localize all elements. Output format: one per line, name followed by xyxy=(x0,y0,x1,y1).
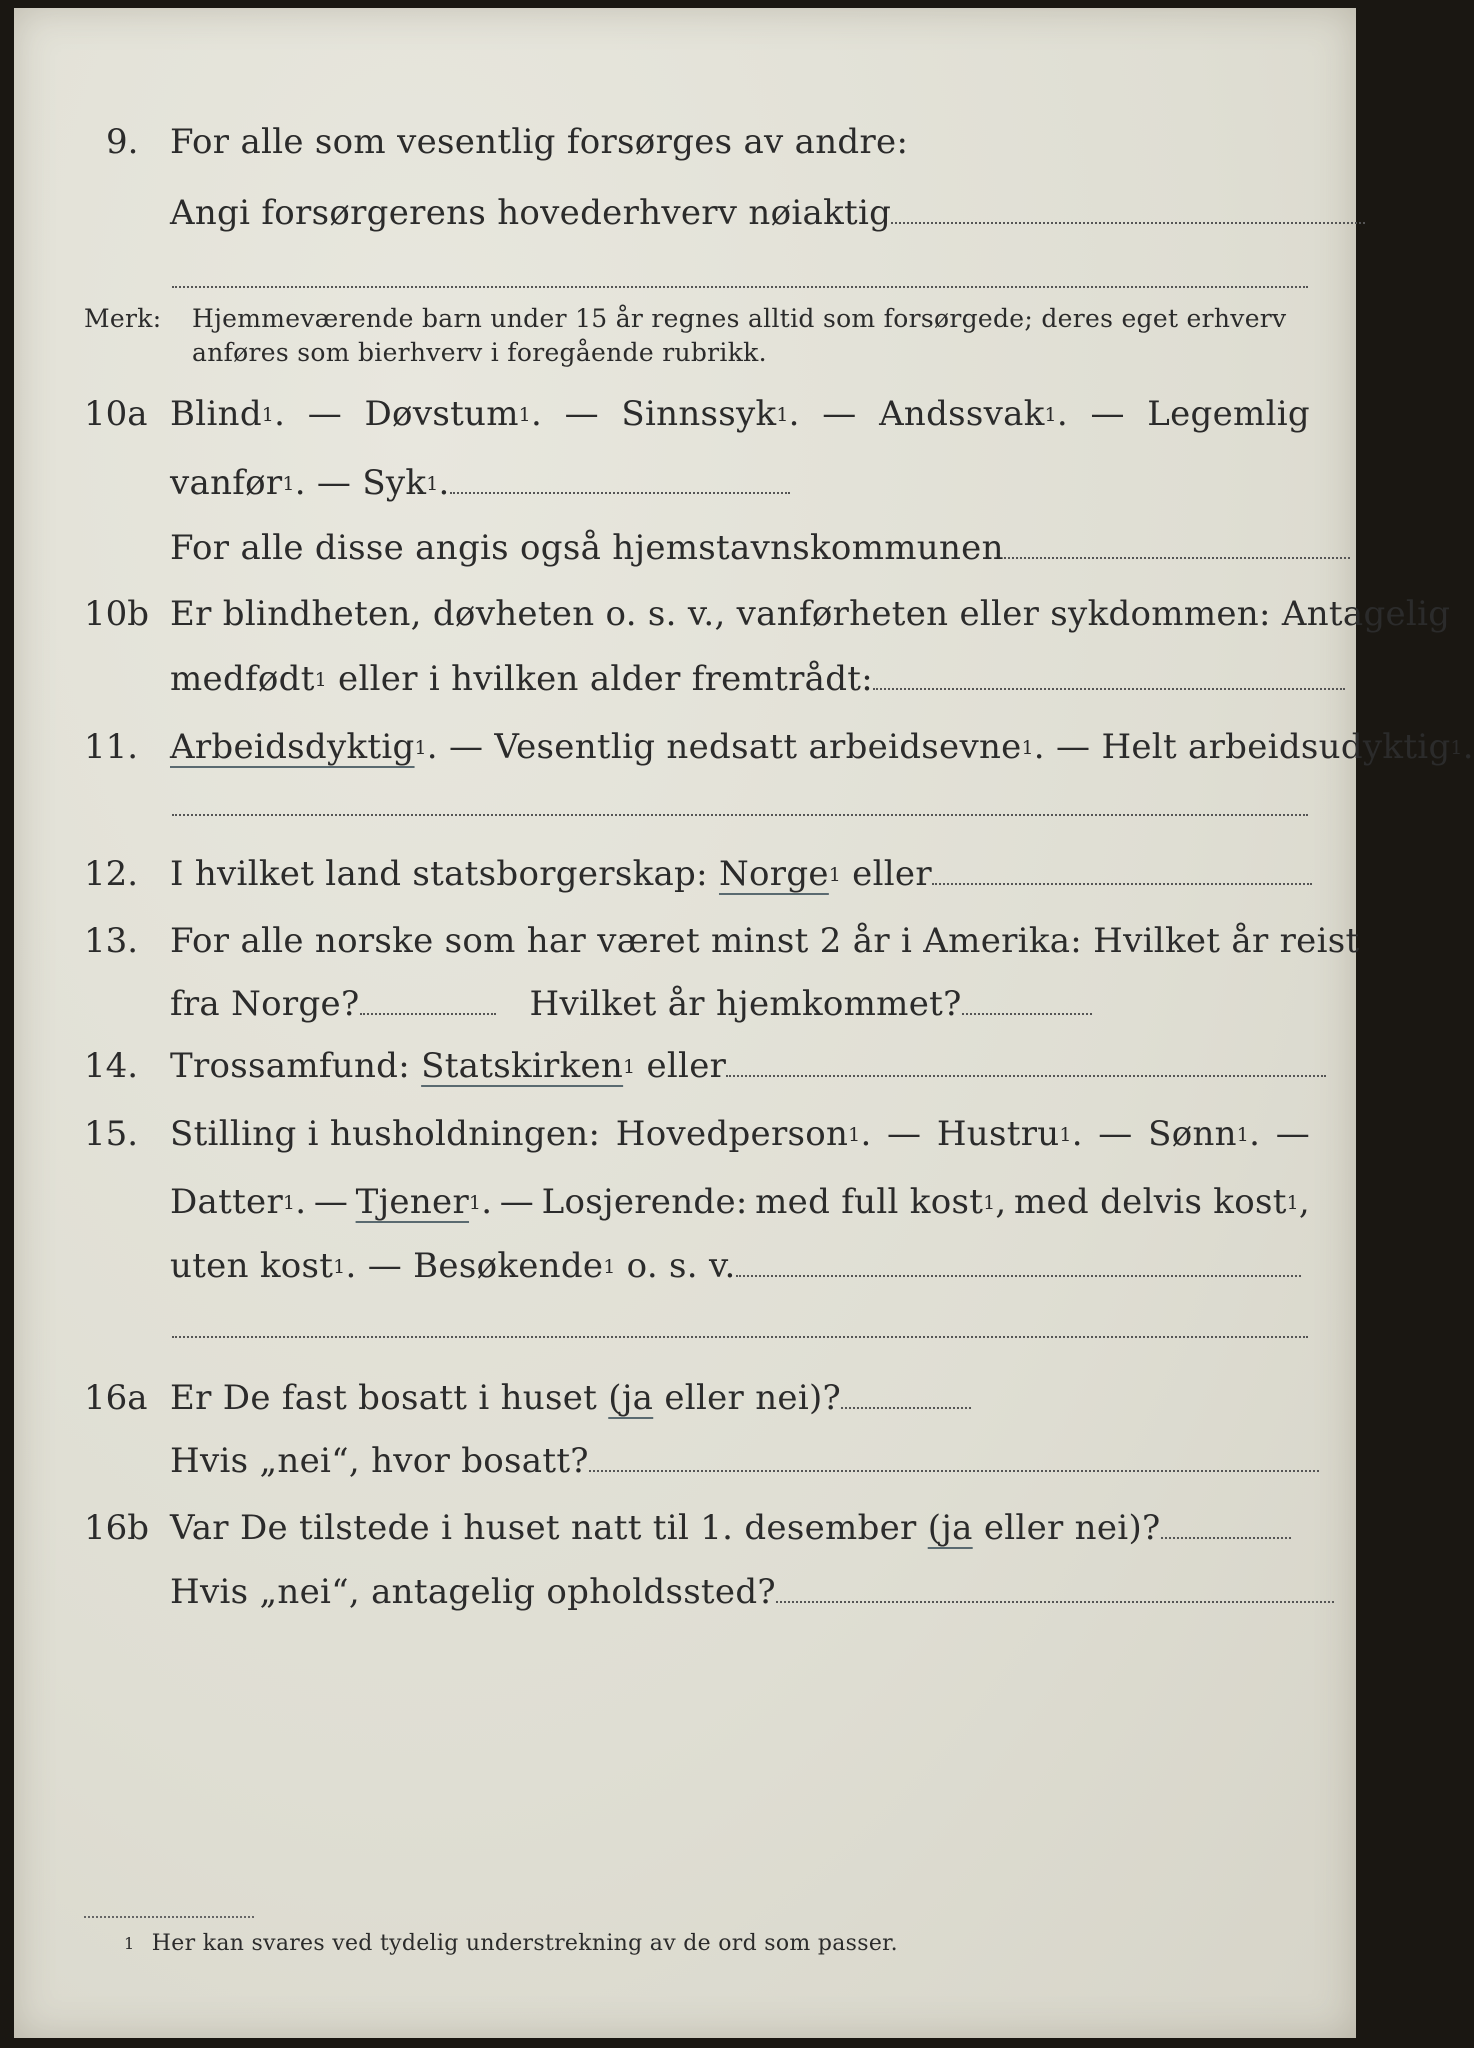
q10a-dash: — xyxy=(316,463,352,503)
q9-number: 9. xyxy=(106,122,139,162)
q12-line: I hvilket land statsborgerskap: Norge$^1$ eller xyxy=(170,854,1312,894)
q14-answer-line[interactable] xyxy=(726,1049,1326,1077)
q13-line1: For alle norske som har været minst 2 år i Amerika: Hvilket år reist xyxy=(170,921,1360,961)
q15-label: Stilling i husholdningen: xyxy=(170,1114,601,1154)
q16b-number: 16b xyxy=(84,1508,150,1548)
q10b-line2-text: eller i hvilken alder fremtrådt: xyxy=(338,659,874,699)
q16a-answer-ja: (ja xyxy=(608,1378,654,1418)
q16b-whereabouts-line[interactable] xyxy=(776,1575,1334,1603)
q15-option-hustru: Hustru$^1$. xyxy=(936,1114,1083,1154)
q13-departure-line[interactable] xyxy=(360,987,496,1015)
q15-dash: — xyxy=(313,1182,349,1222)
q15-option-full-kost: med full kost$^1$, xyxy=(755,1182,1007,1222)
q10a-line3-text: For alle disse angis også hjemstavnskommunen xyxy=(170,528,1004,568)
q14-answer-statskirken: Statskirken xyxy=(421,1046,624,1086)
q10a-option-legemlig: Legemlig xyxy=(1147,394,1310,434)
q12-number: 12. xyxy=(84,854,139,894)
footnote xyxy=(124,1930,898,1958)
bleed-through-mark xyxy=(104,1748,1104,1808)
q10a-hometown-line[interactable] xyxy=(1004,531,1350,559)
q10a-option-sinnssyk: Sinnssyk$^1$. xyxy=(621,394,800,434)
q9-line2-text: Angi forsørgerens hovederhverv nøiaktig xyxy=(170,193,892,233)
q16a-number: 16a xyxy=(84,1378,148,1418)
note-line2: anføres som bierhverv i foregående rubrikk. xyxy=(192,338,767,367)
q12-answer-line[interactable] xyxy=(932,857,1312,885)
q13-number: 13. xyxy=(84,921,139,961)
q12-tail: eller xyxy=(852,854,932,894)
q15-option-delvis-kost: med delvis kost$^1$, xyxy=(1013,1182,1310,1222)
q15-extra-line[interactable] xyxy=(172,1336,1308,1338)
q15-line3 xyxy=(170,1246,1301,1286)
q10a-line1 xyxy=(170,394,1310,434)
q10a-number: 10a xyxy=(84,394,148,434)
q12-text: I hvilket land statsborgerskap: xyxy=(170,854,708,894)
q13-line2 xyxy=(170,984,1092,1024)
q10a-dash: — xyxy=(307,394,343,434)
q14-line: Trossamfund: Statskirken$^1$ eller xyxy=(170,1046,1326,1086)
q16b-question: Var De tilstede i huset natt til 1. desember xyxy=(170,1508,917,1548)
q11-option-udyktig: Helt arbeidsudyktig xyxy=(1101,727,1451,767)
q11-option-nedsatt: Vesentlig nedsatt arbeidsevne xyxy=(494,727,1022,767)
q15-option-sonn: Sønn$^1$. xyxy=(1148,1114,1261,1154)
q16b-answer-ja: (ja xyxy=(927,1508,973,1548)
note-label: Merk: xyxy=(84,304,162,333)
census-form-page xyxy=(14,8,1474,2038)
q16a-answer-line[interactable] xyxy=(841,1381,971,1409)
q10b-line1: Er blindheten, døvheten o. s. v., vanførheten eller sykdommen: Antagelig xyxy=(170,594,1451,634)
q15-option-uten-kost: uten kost$^1$. xyxy=(170,1246,357,1286)
q12-answer-norge: Norge xyxy=(718,854,829,894)
q16a-question-tail: eller nei)? xyxy=(664,1378,842,1418)
q15-osv: o. s. v. xyxy=(626,1246,736,1286)
q15-dash: — xyxy=(887,1114,922,1154)
q10a-dash: — xyxy=(564,394,599,434)
q10a-option-vanfor: vanfør$^1$. xyxy=(170,463,306,503)
q14-number: 14. xyxy=(84,1046,139,1086)
q15-dash: — xyxy=(367,1246,403,1286)
q10a-option-andssvak: Andssvak$^1$. xyxy=(879,394,1068,434)
q10b-line2: medfødt$^1$ eller i hvilken alder fremtrådt: xyxy=(170,659,1345,699)
footnote-mark: 1 xyxy=(124,1934,135,1953)
q14-text: Trossamfund: xyxy=(170,1046,411,1086)
q15-option-besokende: Besøkende$^1$ xyxy=(413,1246,616,1286)
q10a-option-dovstum: Døvstum$^1$. xyxy=(364,394,543,434)
q15-dash: — xyxy=(1098,1114,1133,1154)
note-line1: Hjemmeværende barn under 15 år regnes alltid som forsørgede; deres eget erhverv xyxy=(192,304,1287,333)
q15-line1 xyxy=(170,1114,1310,1154)
q15-number: 15. xyxy=(84,1114,139,1154)
q10a-dash: — xyxy=(822,394,857,434)
q16a-line2-text: Hvis „nei“, hvor bosatt? xyxy=(170,1441,589,1481)
q16b-line2 xyxy=(170,1572,1334,1612)
q15-option-datter: Datter$^1$. xyxy=(170,1182,307,1222)
q14-tail: eller xyxy=(646,1046,727,1086)
q9-extra-line[interactable] xyxy=(172,286,1308,288)
q11-option-arbeidsdyktig: Arbeidsdyktig xyxy=(170,727,415,767)
q13-line2b: Hvilket år hjemkommet? xyxy=(529,984,962,1024)
q16b-answer-line[interactable] xyxy=(1161,1511,1291,1539)
q11-dash: — xyxy=(448,727,484,767)
q10b-number: 10b xyxy=(84,594,150,634)
q10a-dash: — xyxy=(1090,394,1125,434)
q11-line1: Arbeidsdyktig$^1$. — Vesentlig nedsatt arbeidsevne$^1$. — Helt arbeidsudyktig$^1$. xyxy=(170,727,1474,767)
q9-line2 xyxy=(170,193,1365,233)
q16a-line2 xyxy=(170,1441,1319,1481)
q16b-line2-text: Hvis „nei“, antagelig opholdssted? xyxy=(170,1572,776,1612)
q15-answer-line[interactable] xyxy=(736,1249,1301,1277)
q11-extra-line[interactable] xyxy=(172,814,1308,816)
q16b-line1 xyxy=(170,1508,1291,1548)
q15-losjerende: Losjerende: xyxy=(541,1182,748,1222)
q15-dash: — xyxy=(499,1182,535,1222)
q16a-line1 xyxy=(170,1378,971,1418)
q15-line2 xyxy=(170,1182,1310,1222)
q16b-question-tail: eller nei)? xyxy=(983,1508,1161,1548)
q16a-residence-line[interactable] xyxy=(589,1444,1319,1472)
q10a-line3 xyxy=(170,528,1350,568)
q10b-option-medfodt: medfødt xyxy=(170,659,315,699)
q10a-line2 xyxy=(170,463,790,503)
q15-option-tjener: Tjener$^1$. xyxy=(355,1182,493,1222)
q13-line2a: fra Norge? xyxy=(170,984,360,1024)
q10a-answer-line[interactable] xyxy=(450,466,790,494)
footnote-text: Her kan svares ved tydelig understrekning av de ord som passer. xyxy=(151,1931,898,1956)
q9-answer-line[interactable] xyxy=(891,196,1365,224)
q10a-option-blind: Blind$^1$. xyxy=(170,394,286,434)
q13-return-line[interactable] xyxy=(962,987,1092,1015)
q10a-option-syk: Syk$^1$. xyxy=(362,463,450,503)
footnote-rule xyxy=(84,1916,254,1918)
q10b-answer-line[interactable] xyxy=(873,662,1345,690)
q15-dash: — xyxy=(1275,1114,1310,1154)
q15-option-hovedperson: Hovedperson$^1$. xyxy=(615,1114,872,1154)
q16a-question: Er De fast bosatt i huset xyxy=(170,1378,598,1418)
q9-line1: For alle som vesentlig forsørges av andre: xyxy=(170,122,909,162)
q11-dash: — xyxy=(1056,727,1091,767)
q11-number: 11. xyxy=(84,727,139,767)
